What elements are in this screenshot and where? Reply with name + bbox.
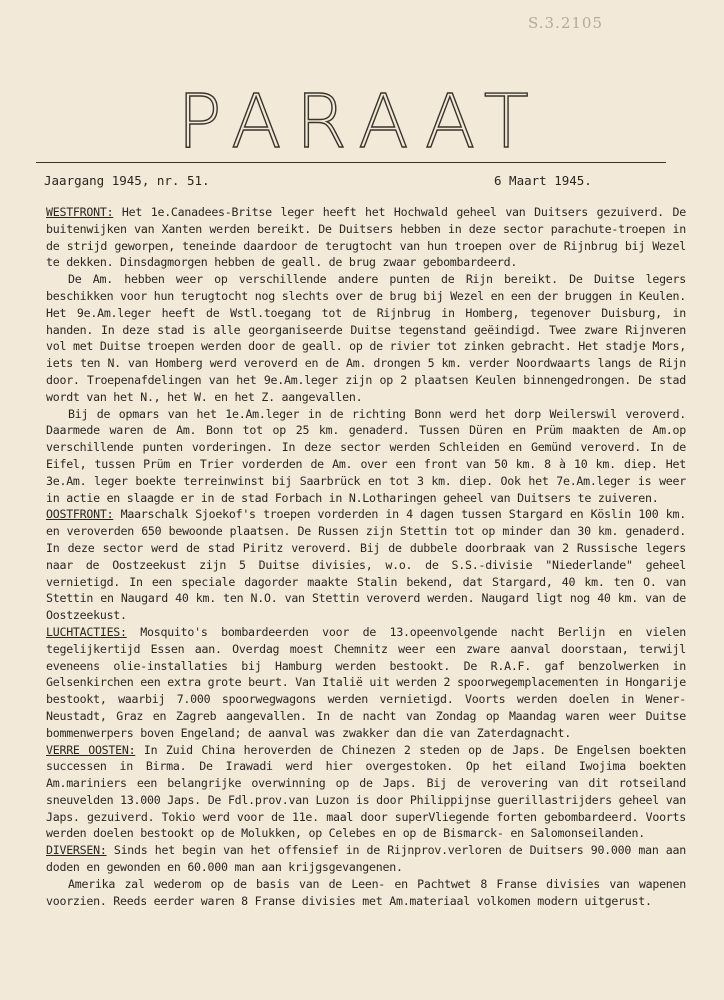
section-keyword: OOSTFRONT:: [46, 507, 114, 522]
paragraph-text: Sinds het begin van het offensief in de Rijnprov.verloren de Duitsers 90.000 man aan doden en gewonden en 60.000 man aan krijgsgevangenen.: [46, 843, 686, 875]
masthead-title: PARAAT: [177, 79, 543, 165]
issue-volume: Jaargang 1945, nr. 51.: [44, 173, 210, 188]
paragraph-verre-oosten: [46, 742, 686, 843]
issue-date: 6 Maart 1945.: [494, 173, 592, 188]
paragraph-text: Amerika zal wederom op de basis van de Leen- en Pachtwet 8 Franse divisies van wapenen voorzien. Reeds eerder waren 8 Franse divisies met Am.materiaal volkomen modern uitgerust.: [46, 876, 686, 908]
article-body: [46, 204, 686, 909]
archive-stamp: S.3.2105: [528, 14, 603, 32]
section-keyword: VERRE OOSTEN:: [46, 742, 136, 757]
section-keyword: DIVERSEN:: [46, 843, 107, 858]
paragraph-text: In Zuid China heroverden de Chinezen 2 steden op de Japs. De Engelsen boekten successen in Birma. De Irawadi werd hier overgestoken. Op het eiland Iwojima boekten Am.mariniers een belangrijke overwinning op de Japs. Bij de verovering van dit rotseiland sneuvelden 13.000 Japs. De Fdl.prov.van Luzon is door Philippijnse guerillastrijders geheel van Japs. gezuiverd. Tokio werd voor de 11e. maal door superVliegende forten gebombardeerd. Voorts werden doelen bestookt op de Molukken, op Celebes en op de Bismarck- en Salomonseilanden.: [46, 742, 686, 841]
paragraph-text: De Am. hebben weer op verschillende andere punten de Rijn bereikt. De Duitse legers beschikken voor hun terugtocht nog slechts over de brug bij Wezel en een der bruggen in Keulen. Het 9e.Am.leger heeft de Wstl.toegang tot de Rijnbrug in Homberg, tegenover Duisburg, in handen. In deze stad is alle georganiseerde Duitse tegenstand geëindigd. Twee zware Rijnveren vol met Duitse troepen werden door de geall. op de rivier tot zinken gebracht. Het stadje Mors, iets ten N. van Homberg werd veroverd en de Am. drongen 5 km. verder Noordwaarts langs de Rijn door. Troepenafdelingen van het 9e.Am.leger zijn op 2 plaatsen Keulen binnengedrongen. De stad wordt van het N., het W. en het Z. aangevallen.: [46, 272, 686, 404]
paragraph-text: Maarschalk Sjoekof's troepen vorderden in 4 dagen tussen Stargard en Köslin 100 km. en veroverden 650 bewoonde plaatsen. De Russen zijn Stettin tot op minder dan 30 km. genaderd. In deze sector werd de stad Piritz veroverd. Bij de dubbele doorbraak van 2 Russische legers naar de Oostzeekust zijn 5 Duitse divisies, w.o. de S.S.-divisie "Niederlande" geheel vernietigd. In een speciale dagorder maakte Stalin bekend, dat Stargard, 40 km. ten O. van Stettin en Naugard 40 km. ten N.O. van Stettin veroverd werden. Naugard ligt nog 40 km. van de Oostzeekust.: [46, 507, 686, 623]
paragraph-westfront-bonn: [46, 406, 686, 507]
paragraph-diversen: [46, 842, 686, 876]
section-keyword: WESTFRONT:: [46, 205, 114, 219]
paragraph-luchtacties: [46, 624, 686, 742]
masthead: [150, 79, 570, 172]
section-keyword: LUCHTACTIES:: [46, 624, 127, 639]
paragraph-westfront: [46, 204, 686, 271]
paragraph-text: Mosquito's bombardeerden voor de 13.opeenvolgende nacht Berlijn en vielen tegelijkertijd Essen aan. Overdag moest Chemnitz weer een zware aanval doorstaan, terwijl eveneens olie-installaties bij Hamburg werden bestookt. De R.A.F. gaf benzolwerken in Gelsenkirchen een extra grote beurt. Van Italië uit werden 2 spoorwegemplacementen in Hongarije bestookt, waarbij 7.000 spoorwegwagons werden vernietigd. Voorts werden doelen in Wener-Neustadt, Graz en Zagreb aangevallen. In de nacht van Zondag op Maandag waren weer Duitse bommenwerpers boven Engeland; de aanval was zwakker dan die van Zaterdagnacht.: [46, 624, 686, 740]
paragraph-text: Bij de opmars van het 1e.Am.leger in de richting Bonn werd het dorp Weilerswil veroverd. Daarmede waren de Am. Bonn tot op 25 km. genaderd. Tussen Düren en Prüm maakten de Am.op verschillende punten vorderingen. In deze sector werden Schleiden en Gemünd veroverd. In de Eifel, tussen Prüm en Trier vorderden de Am. over een front van 50 km. 8 à 10 km. diep. Het 3e.Am. leger boekte terreinwinst bij Saarbrück en tot 3 km. diep. Ook het 7e.Am.leger is weer in actie en slaagde er in de stad Forbach in N.Lotharingen geheel van Duitsers te zuiveren.: [46, 406, 686, 505]
paragraph-diversen-amerika: [46, 876, 686, 910]
paragraph-westfront-rijn: [46, 271, 686, 405]
masthead-rule: [36, 162, 666, 163]
paragraph-text: Het 1e.Canadees-Britse leger heeft het Hochwald geheel van Duitsers gezuiverd. De buitenwijken van Xanten werden bereikt. De Duitsers hebben in deze sector parachute-troepen in de strijd geworpen, teneinde daardoor de terugtocht van hun troepen over de Rijnbrug bij Wezel te dekken. Dinsdagmorgen hebben de geall. de brug zwaar gebombardeerd.: [46, 205, 686, 270]
paragraph-oostfront: [46, 506, 686, 624]
